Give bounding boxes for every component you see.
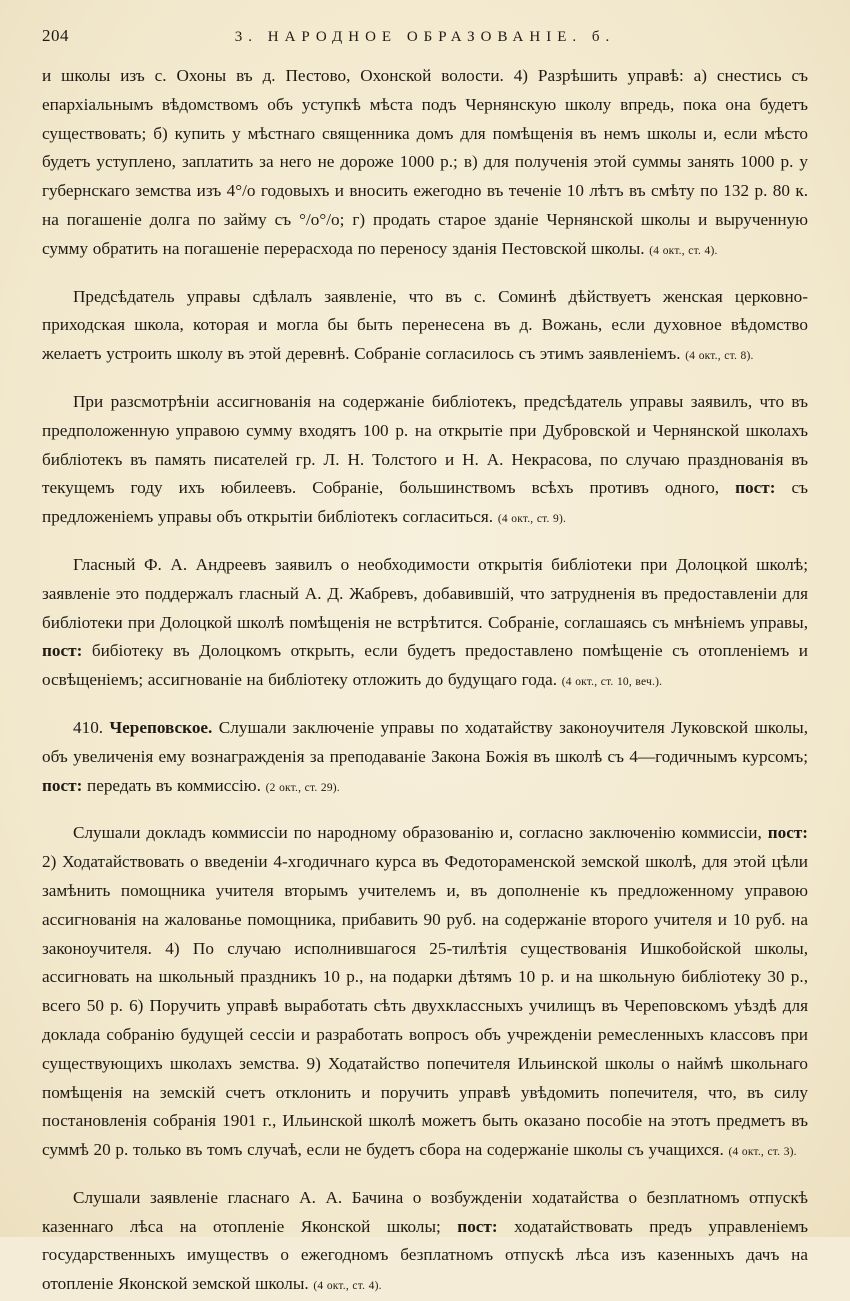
paragraph-7	[42, 1184, 808, 1301]
paragraph-3-text-continued: съ предложеніемъ управы объ открытіи библіотекъ согласиться.	[42, 478, 809, 527]
paragraph-7-reference: (4 окт., ст. 4).	[313, 1280, 382, 1293]
paragraph-3	[42, 388, 808, 534]
paragraph-6-reference: (4 окт., ст. 3).	[728, 1146, 797, 1159]
paragraph-4-text: Гласный Ф. А. Андреевъ заявилъ о необходимости открытія библіотеки при Долоцкой школѣ; заявленіе это поддержалъ гласный А. Д. Жабревъ, добавившій, что затрудненія въ предоставленіи для библіотеки при Долоцкой школѣ помѣщенія не встрѣтится. Собраніе, соглашаясь съ мнѣніемъ управы,	[42, 554, 808, 632]
paragraph-5	[42, 714, 808, 802]
paragraph-2-reference: (4 окт., ст. 8).	[685, 350, 754, 363]
page-number: 204	[42, 26, 69, 45]
running-header	[42, 26, 808, 48]
entry-number: 410.	[73, 717, 104, 737]
paragraph-6-text: Слушали докладъ коммиссіи по народному образованію и, согласно заключенію коммиссіи,	[73, 823, 768, 843]
paragraph-3-resolution-marker: пост:	[735, 478, 776, 498]
running-title: 3. НАРОДНОЕ ОБРАЗОВАНІЕ. б.	[234, 29, 616, 45]
paragraph-5-text: Слушали заключеніе управы по ходатайству законоучителя Луковской школы, объ увеличенія ему вознагражденія за преподаваніе Закона Божія въ школѣ съ 4—годичнымъ курсомъ;	[42, 717, 808, 766]
paragraph-6-text-continued: 2) Ходатайствовать о введеніи 4-хгодичнаго курса въ Федотораменской земской школѣ, для этой цѣли замѣнить помощника учителя вторымъ учителемъ и, въ дополненіе къ предложенному управою ассигнованія на жалованье помощника, прибавить 90 руб. на содержаніе второго учителя и 10 руб. на законоучителя. 4) По случаю исполнившагося 25-тилѣтія существованія Ишкобойской школы, ассигновать на школьный праздникъ 10 р., на подарки дѣтямъ 10 р. и на школьную библіотеку 30 р., всего 50 р. 6) Поручить управѣ выработать сѣть двухклассныхъ училищъ въ Череповскомъ уѣздѣ для доклада собранію будущей сессіи и разработать вопросъ объ учрежденіи ремесленныхъ классовъ при существующихъ школахъ земства. 9) Ходатайство попечителя Ильинской школы о наймѣ школьнаго помѣщенія на земскій счетъ отклонить и поручить управѣ увѣдомить попечителя, что, въ силу постановленія собранія 1901 г., Ильинской школѣ можетъ быть оказано пособіе на этотъ предметъ въ суммѣ 20 р. только въ томъ случаѣ, если не будетъ сбора на содержаніе школы съ учащихся.	[42, 852, 808, 1160]
entry-place-heading: Череповское.	[109, 717, 213, 737]
paragraph-1-text: и школы изъ с. Охоны въ д. Пестово, Охонской волости. 4) Разрѣшить управѣ: а) снестись съ епархіальнымъ вѣдомствомъ объ уступкѣ мѣста подъ Чернянскую школу впредь, пока она будетъ существовать; б) купить у мѣстнаго священника домъ для помѣщенія въ немъ школы и, если мѣсто будетъ уступлено, заплатить за него не дороже 1000 р.; в) для полученія этой суммы занять 1000 р. у губернскаго земства изъ 4°/o годовыхъ и вносить ежегодно въ теченіе 10 лѣтъ въ смѣту по 132 р. 80 к. на погашеніе долга по займу съ °/o°/o; г) продать старое зданіе Чернянской школы и вырученную сумму обратить на погашеніе перерасхода по переносу зданія Пестовской школы.	[42, 66, 808, 258]
paragraph-5-reference: (2 окт., ст. 29).	[265, 781, 340, 794]
paragraph-5-resolution-marker: пост:	[42, 775, 83, 795]
paragraph-1-reference: (4 окт., ст. 4).	[649, 244, 718, 257]
paragraph-2-text: Предсѣдатель управы сдѣлалъ заявленіе, что въ с. Соминѣ дѣйствуетъ женская церковно-приходская школа, которая и могла бы быть перенесена въ д. Вожань, если духовное вѣдомство желаетъ устроить школу въ этой деревнѣ. Собраніе согласилось съ этимъ заявленіемъ.	[42, 286, 808, 364]
paragraph-7-resolution-marker: пост:	[457, 1216, 498, 1236]
paragraph-6-resolution-marker: пост:	[767, 823, 808, 843]
paragraph-7-text-continued: ходатайствовать предъ управленіемъ государственныхъ имуществъ о ежегодномъ безплатномъ отпускѣ лѣса изъ казенныхъ дачъ на отопленіе Яконской земской школы.	[42, 1216, 808, 1294]
paragraph-4	[42, 551, 808, 697]
paragraph-7-text: Слушали заявленіе гласнаго А. А. Бачина о возбужденіи ходатайства о безплатномъ отпускѣ казеннаго лѣса на отопленіе Яконской школы;	[42, 1187, 808, 1236]
paragraph-3-reference: (4 окт., ст. 9).	[497, 513, 567, 526]
paragraph-4-reference: (4 окт., ст. 10, веч.).	[561, 676, 663, 689]
paragraph-4-resolution-marker: пост:	[42, 641, 83, 661]
paragraph-6	[42, 819, 808, 1167]
paragraph-3-text: При разсмотрѣніи ассигнованія на содержаніе библіотекъ, предсѣдатель управы заявилъ, что въ предположенную управою сумму входятъ 100 р. на открытіе при Дубровской и Чернянской школахъ библіотекъ въ память писателей гр. Л. Н. Толстого и Н. А. Некрасова, по случаю празднованія въ текущемъ году ихъ юбилеевъ. Собраніе, большинствомъ всѣхъ противъ одного,	[42, 391, 808, 498]
paragraph-1	[42, 62, 808, 266]
paragraph-5-text-continued: передать въ коммиссію.	[82, 775, 266, 795]
paragraph-2	[42, 283, 808, 371]
paragraph-4-text-continued: бибіотеку въ Долоцкомъ открыть, если будетъ предоставлено помѣщеніе съ отопленіемъ и освѣщеніемъ; ассигнованіе на библіотеку отложить до будущаго года.	[42, 641, 808, 690]
